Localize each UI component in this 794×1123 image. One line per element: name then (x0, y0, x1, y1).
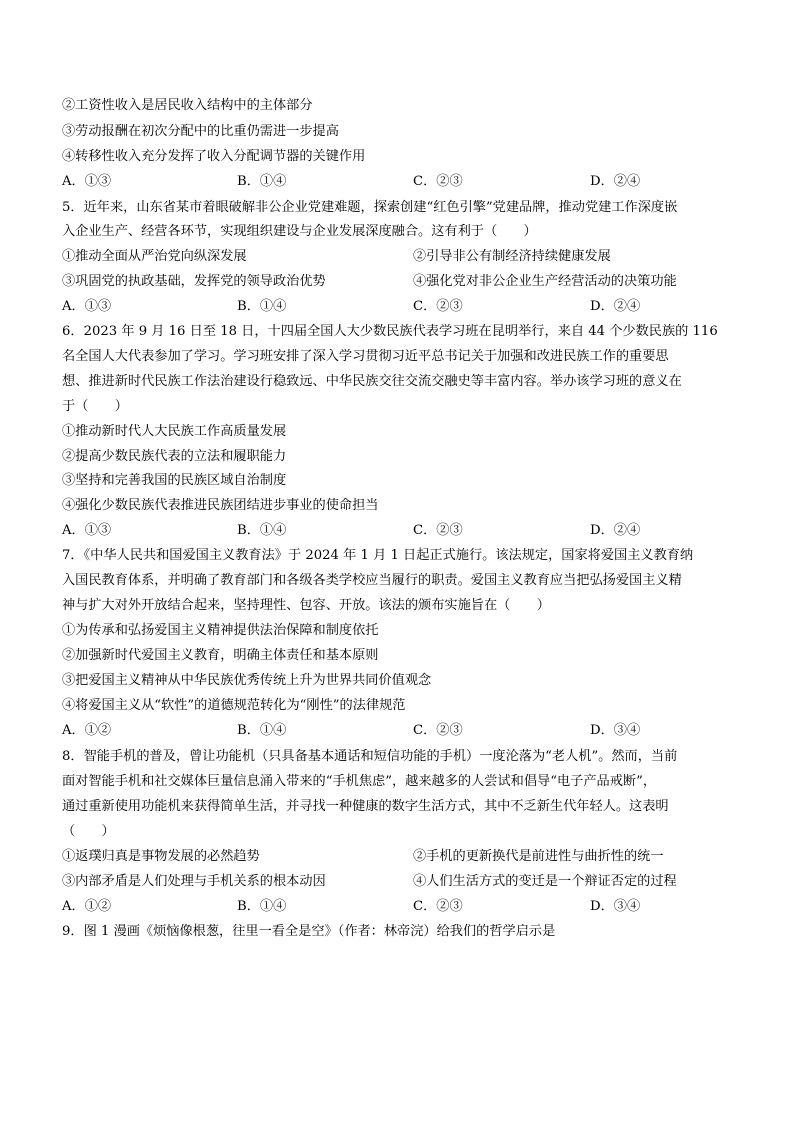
q6-answer-row (62, 523, 742, 539)
q7-option-4: ④将爱国主义从“软性”的道德规范转化为“刚性”的法律规范 (62, 698, 406, 713)
q4-option-2: ②工资性收入是居民收入结构中的主体部分 (62, 98, 313, 113)
q8-option-1: ①返璞归真是事物发展的必然趋势 (62, 849, 260, 864)
q6-option-4: ④强化少数民族代表推进民族团结进步事业的使命担当 (62, 498, 379, 513)
q7-answer-a[interactable]: A．①② (62, 723, 112, 738)
q4-answer-d[interactable]: D．②④ (590, 174, 641, 189)
q8-answer-a[interactable]: A．①② (62, 899, 112, 914)
q6-answer-b[interactable]: B．①④ (237, 523, 287, 538)
q7-stem-line-2: 入国民教育体系，并明确了教育部门和各级各类学校应当履行的职责。爱国主义教育应当把弘扬爱国主义精 (62, 573, 682, 588)
q7-option-3: ③把爱国主义精神从中华民族优秀传统上升为世界共同价值观念 (62, 673, 432, 688)
q6-answer-c[interactable]: C．②③ (413, 523, 463, 538)
q4-option-4: ④转移性收入充分发挥了收入分配调节器的关键作用 (62, 149, 366, 164)
q8-stem-line-2: 面对智能手机和社交媒体巨量信息涌入带来的“手机焦虑”，越来越多的人尝试和倡导“电子产品戒断”， (62, 774, 657, 789)
q5-stem-line-1: 5．近年来，山东省某市着眼破解非公企业党建难题，探索创建“红色引擎”党建品牌，推动党建工作深度嵌 (62, 200, 678, 215)
q8-option-4: ④人们生活方式的变迁是一个辩证否定的过程 (413, 874, 677, 889)
q7-answer-d[interactable]: D．③④ (590, 723, 641, 738)
q6-stem-line-4: 于（ ） (62, 399, 128, 414)
q8-stem-line-3: 通过重新使用功能机来获得简单生活，并寻找一种健康的数字生活方式，其中不乏新生代年轻人。这表明 (62, 799, 669, 814)
q5-option-4: ④强化党对非公企业生产经营活动的决策功能 (413, 274, 677, 289)
q5-options-row-2 (62, 274, 742, 290)
q5-option-2: ②引导非公有制经济持续健康发展 (413, 249, 611, 264)
q5-answer-d[interactable]: D．②④ (590, 299, 641, 314)
q7-option-2: ②加强新时代爱国主义教育，明确主体责任和基本原则 (62, 648, 379, 663)
q8-option-3: ③内部矛盾是人们处理与手机关系的根本动因 (62, 874, 326, 889)
q5-options-row-1 (62, 249, 742, 265)
q6-option-3: ③坚持和完善我国的民族区域自治制度 (62, 473, 287, 488)
q8-answer-b[interactable]: B．①④ (237, 899, 287, 914)
q9-stem-line-1: 9．图 1 漫画《烦恼像根葱，往里一看全是空》（作者：林帝浣）给我们的哲学启示是 (62, 924, 556, 939)
q8-stem-line-4: （ ） (62, 824, 115, 839)
q5-option-1: ①推动全面从严治党向纵深发展 (62, 249, 247, 264)
q7-answer-row (62, 723, 742, 739)
q5-answer-row (62, 299, 742, 315)
q7-answer-c[interactable]: C．②③ (413, 723, 463, 738)
q5-answer-a[interactable]: A．①③ (62, 299, 112, 314)
q6-answer-d[interactable]: D．②④ (590, 523, 641, 538)
q6-stem-line-3: 想、推进新时代民族工作法治建设行稳致远、中华民族交往交流交融史等丰富内容。举办该学习班的意义在 (62, 374, 682, 389)
q6-stem-line-2: 名全国人大代表参加了学习。学习班安排了深入学习贯彻习近平总书记关于加强和改进民族工作的重要思 (62, 349, 669, 364)
q7-answer-b[interactable]: B．①④ (237, 723, 287, 738)
q8-options-row-2 (62, 874, 742, 890)
q8-options-row-1 (62, 849, 742, 865)
q4-answer-c[interactable]: C．②③ (413, 174, 463, 189)
q7-stem-line-3: 神与扩大对外开放结合起来，坚持理性、包容、开放。该法的颁布实施旨在（ ） (62, 598, 550, 613)
q8-answer-c[interactable]: C．②③ (413, 899, 463, 914)
q8-answer-d[interactable]: D．③④ (590, 899, 641, 914)
q7-option-1: ①为传承和弘扬爱国主义精神提供法治保障和制度依托 (62, 623, 379, 638)
q4-option-3: ③劳动报酬在初次分配中的比重仍需进一步提高 (62, 124, 339, 139)
q4-answer-b[interactable]: B．①④ (237, 174, 287, 189)
q5-answer-b[interactable]: B．①④ (237, 299, 287, 314)
q7-stem-line-1: 7．《中华人民共和国爱国主义教育法》于 2024 年 1 月 1 日起正式施行。该法规定，国家将爱国主义教育纳 (62, 548, 694, 563)
q4-answer-row (62, 174, 742, 190)
q6-option-2: ②提高少数民族代表的立法和履职能力 (62, 449, 287, 464)
q8-answer-row (62, 899, 742, 915)
q8-stem-line-1: 8．智能手机的普及，曾让功能机（只具备基本通话和短信功能的手机）一度沦落为“老人机”。然而，当前 (62, 749, 678, 764)
q5-option-3: ③巩固党的执政基础，发挥党的领导政治优势 (62, 274, 326, 289)
q8-option-2: ②手机的更新换代是前进性与曲折性的统一 (413, 849, 664, 864)
q4-answer-a[interactable]: A．①③ (62, 174, 112, 189)
q6-stem-line-1: 6．2023 年 9 月 16 日至 18 日，十四届全国人大少数民族代表学习班在昆明举行，来自 44 个少数民族的 116 (62, 324, 718, 339)
q5-stem-line-2: 入企业生产、经营各环节，实现组织建设与企业发展深度融合。这有利于（ ） (62, 224, 537, 239)
q6-answer-a[interactable]: A．①③ (62, 523, 112, 538)
q6-option-1: ①推动新时代人大民族工作高质量发展 (62, 424, 287, 439)
q5-answer-c[interactable]: C．②③ (413, 299, 463, 314)
